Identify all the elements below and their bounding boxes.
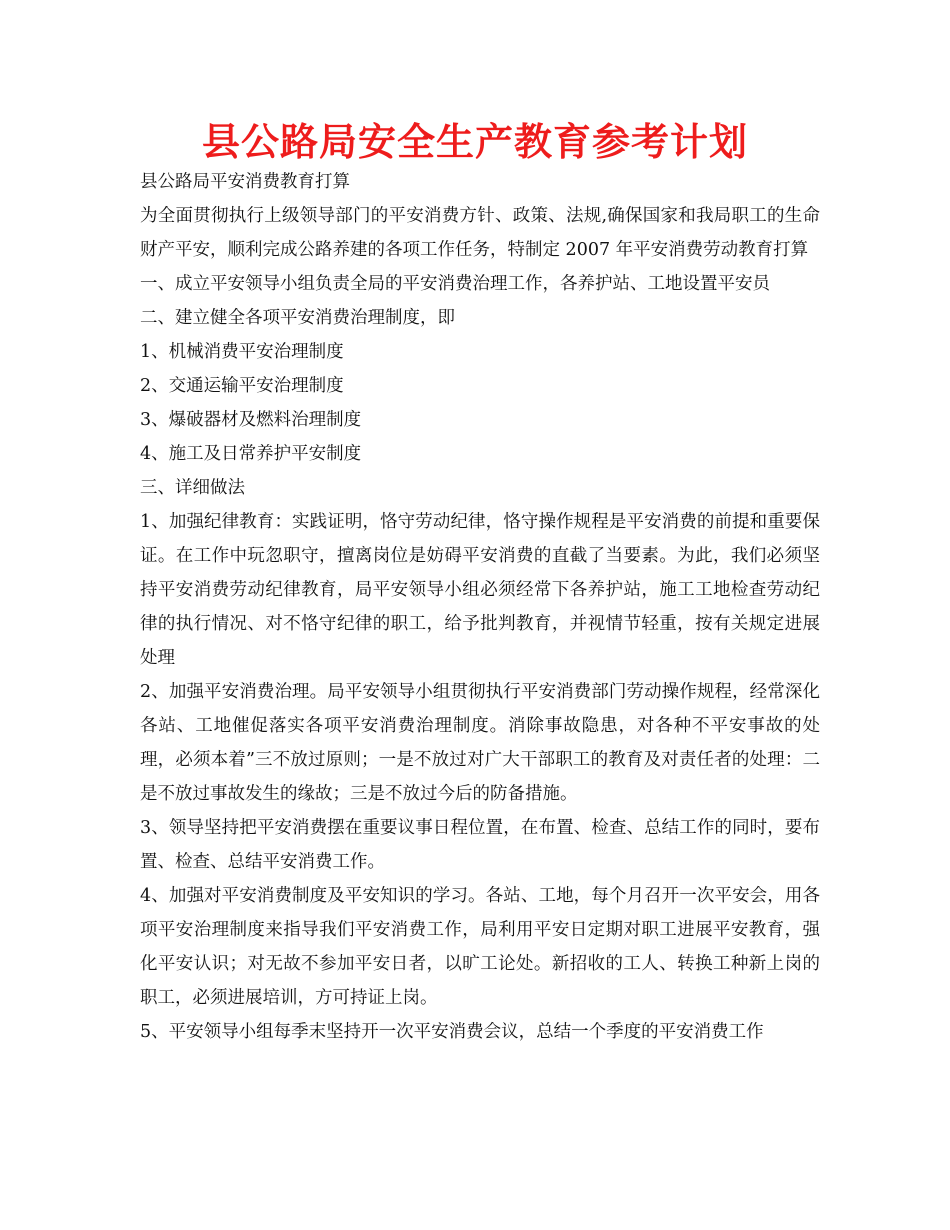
method-paragraph-2: 2、加强平安消费治理。局平安领导小组贯彻执行平安消费部门劳动操作规程，经常深化各站、工地催促落实各项平安消费治理制度。消除事故隐患，对各种不平安事故的处理，必须本着”三不放过原则；一是不放过对广大干部职工的教育及对责任者的处理：二是不放过事故发生的缘故；三是不放过今后的防备措施。 [140, 682, 820, 804]
method-paragraph-3: 3、领导坚持把平安消费摆在重要议事日程位置，在布置、检查、总结工作的同时，要布置、检查、总结平安消费工作。 [140, 818, 820, 872]
document-body [140, 165, 820, 1049]
method-paragraph-1: 1、加强纪律教育：实践证明，恪守劳动纪律，恪守操作规程是平安消费的前提和重要保证。在工作中玩忽职守，擅离岗位是妨碍平安消费的直截了当要素。为此，我们必须坚持平安消费劳动纪律教育，局平安领导小组必须经常下各养护站，施工工地检查劳动纪律的执行情况、对不恪守纪律的职工，给予批判教育，并视情节轻重，按有关规定进展处理 [140, 512, 820, 668]
method-paragraph-4: 4、加强对平安消费制度及平安知识的学习。各站、工地，每个月召开一次平安会，用各项平安治理制度来指导我们平安消费工作，局利用平安日定期对职工进展平安教育，强化平安认识；对无故不参加平安日者，以旷工论处。新招收的工人、转换工种新上岗的职工，必须进展培训，方可持证上岗。 [140, 886, 820, 1008]
subtitle-paragraph: 县公路局平安消费教育打算 [140, 172, 350, 192]
list-item-1: 1、机械消费平安治理制度 [140, 342, 344, 362]
document-title: 县公路局安全生产教育参考计划 [201, 120, 748, 164]
list-item-4: 4、施工及日常养护平安制度 [140, 444, 362, 464]
section-three-heading: 三、详细做法 [140, 478, 245, 498]
list-item-2: 2、交通运输平安治理制度 [140, 376, 344, 396]
intro-paragraph: 为全面贯彻执行上级领导部门的平安消费方针、政策、法规,确保国家和我局职工的生命财产平安，顺利完成公路养建的各项工作任务，特制定 2007 年平安消费劳动教育打算 [140, 206, 820, 260]
list-item-3: 3、爆破器材及燃料治理制度 [140, 410, 362, 430]
method-paragraph-5: 5、平安领导小组每季末坚持开一次平安消费会议，总结一个季度的平安消费工作 [140, 1022, 764, 1042]
section-two-paragraph: 二、建立健全各项平安消费治理制度，即 [140, 308, 455, 328]
section-one-paragraph: 一、成立平安领导小组负责全局的平安消费治理工作，各养护站、工地设置平安员 [140, 274, 770, 294]
